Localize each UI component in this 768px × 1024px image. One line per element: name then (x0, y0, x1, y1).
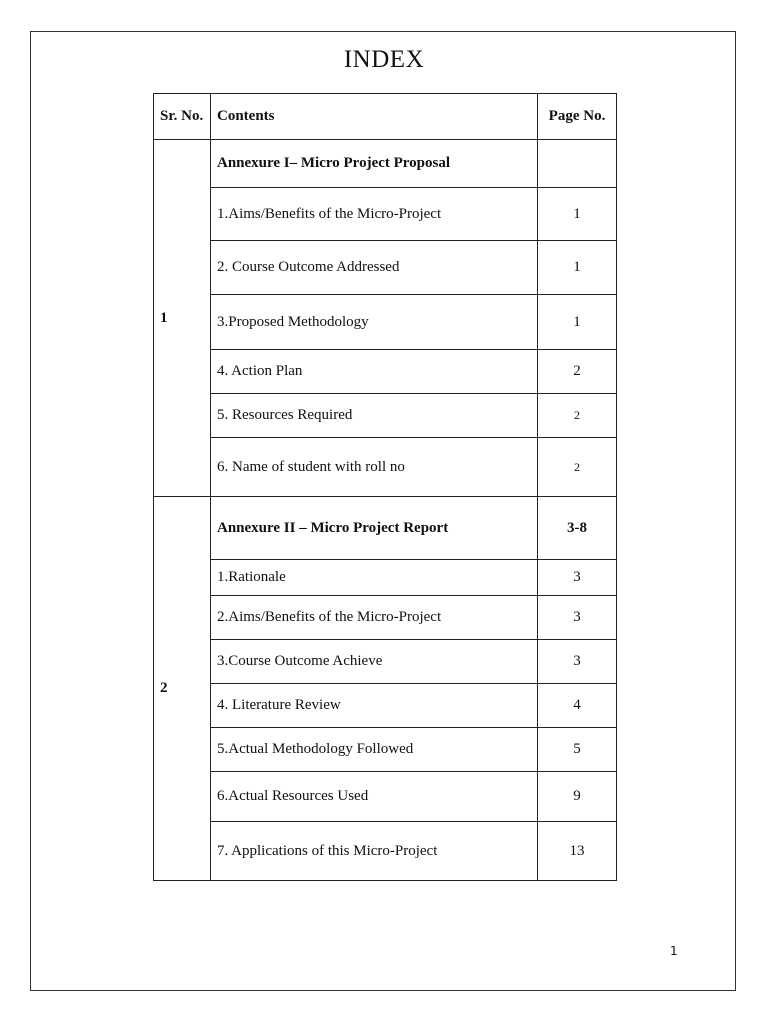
table-row (154, 728, 617, 772)
table-row (154, 772, 617, 822)
contents-cell: 7. Applications of this Micro-Project (211, 822, 538, 881)
table-row (154, 295, 617, 350)
sr-no-cell: 2 (154, 497, 211, 881)
table-row (154, 188, 617, 241)
page-number: 1 (670, 944, 678, 958)
table-row (154, 684, 617, 728)
page-no-cell: 13 (538, 822, 617, 881)
page-no-cell: 3 (538, 640, 617, 684)
page-no-cell: 3 (538, 560, 617, 596)
header-contents: Contents (211, 94, 538, 140)
page-title: INDEX (343, 46, 425, 73)
index-table (153, 93, 617, 881)
page-no-cell: 4 (538, 684, 617, 728)
page-no-cell (538, 140, 617, 188)
table-row (154, 822, 617, 881)
contents-cell: 3.Proposed Methodology (211, 295, 538, 350)
header-page-no: Page No. (538, 94, 617, 140)
page-no-cell: 3-8 (538, 497, 617, 560)
table-row (154, 596, 617, 640)
table-row (154, 497, 617, 560)
table-row (154, 140, 617, 188)
sr-no-cell: 1 (154, 140, 211, 497)
contents-cell: 4. Action Plan (211, 350, 538, 394)
page-no-cell: 1 (538, 188, 617, 241)
contents-cell: 1.Rationale (211, 560, 538, 596)
contents-cell: 2.Aims/Benefits of the Micro-Project (211, 596, 538, 640)
page-no-cell: 2 (538, 394, 617, 438)
page-no-cell: 3 (538, 596, 617, 640)
contents-cell: Annexure II – Micro Project Report (211, 497, 538, 560)
contents-cell: 5.Actual Methodology Followed (211, 728, 538, 772)
contents-cell: 4. Literature Review (211, 684, 538, 728)
page-no-cell: 1 (538, 295, 617, 350)
page-no-cell: 9 (538, 772, 617, 822)
header-sr-no: Sr. No. (154, 94, 211, 140)
contents-cell: 1.Aims/Benefits of the Micro-Project (211, 188, 538, 241)
table-row (154, 438, 617, 497)
contents-cell: 5. Resources Required (211, 394, 538, 438)
table-row (154, 560, 617, 596)
page-no-cell: 2 (538, 350, 617, 394)
contents-cell: 6. Name of student with roll no (211, 438, 538, 497)
contents-cell: 6.Actual Resources Used (211, 772, 538, 822)
table-row (154, 394, 617, 438)
page-no-cell: 5 (538, 728, 617, 772)
contents-cell: 3.Course Outcome Achieve (211, 640, 538, 684)
table-row (154, 241, 617, 295)
contents-cell: Annexure I– Micro Project Proposal (211, 140, 538, 188)
page-no-cell: 2 (538, 438, 617, 497)
contents-cell: 2. Course Outcome Addressed (211, 241, 538, 295)
page-no-cell: 1 (538, 241, 617, 295)
table-row (154, 350, 617, 394)
header-row (154, 94, 617, 140)
table-row (154, 640, 617, 684)
